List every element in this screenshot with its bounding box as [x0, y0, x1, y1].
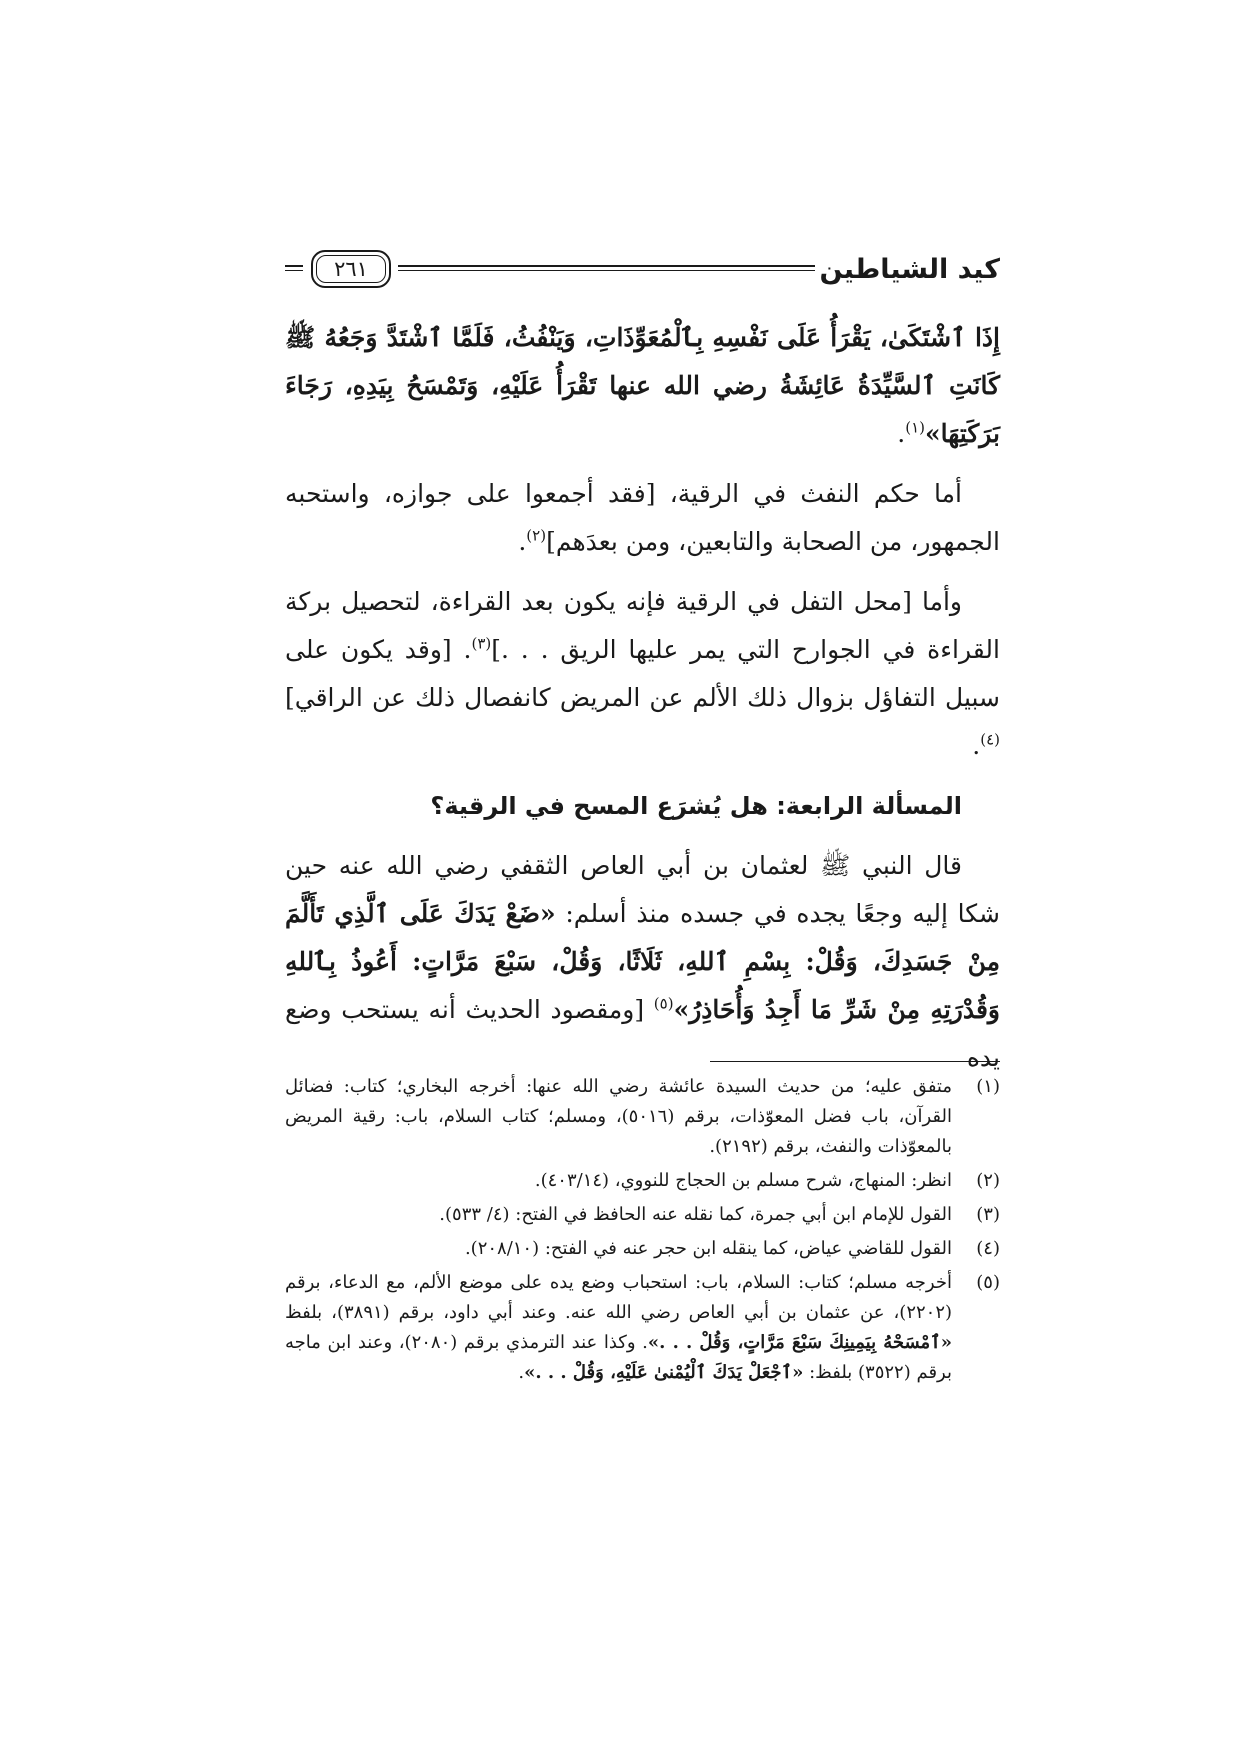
footnote-text: أخرجه مسلم؛ كتاب: السلام، باب: استحباب وضع يده على موضع الألم، مع الدعاء، برقم (٢٢٠٢)، عن عثمان بن أبي العاص رضي الله عنه. وعند أبي داود، برقم (٣٨٩١)، بلفظ — [285, 1272, 953, 1323]
footnote-ref[interactable]: (٥) — [653, 994, 674, 1013]
footnote-number: (٣) — [976, 1204, 1000, 1225]
hadith-text: إِذَا ٱشْتَكَىٰ، يَقْرَأُ عَلَى نَفْسِهِ بِٱلْمُعَوِّذَاتِ، وَيَنْفُثُ، فَلَمَّا ٱشْتَدَّ وَجَعُهُ ﷺ كَانَتِ ٱلسَّيِّدَةُ عَائِشَةُ رضي الله عنها تَقْرَأُ عَلَيْهِ، وَتَمْسَحُ بِيَدِهِ، رَجَاءَ بَرَكَتِهَا» — [285, 323, 1000, 448]
footnote-number: (٢) — [976, 1170, 1000, 1191]
hadith-paragraph — [285, 314, 1000, 458]
footnote-number: (٥) — [976, 1272, 1000, 1293]
page-number-badge — [311, 250, 391, 288]
footnote-number: (١) — [976, 1076, 1000, 1097]
footnote — [285, 1166, 1000, 1196]
punctuation: . — [518, 1362, 525, 1383]
footnote — [285, 1072, 1000, 1162]
paragraph-text: . [وقد يكون على سبيل التفاؤل بزوال ذلك الألم عن المريض كانفصال ذلك عن الراقي] — [285, 635, 1000, 712]
footnote — [285, 1234, 1000, 1264]
footnote-text: متفق عليه؛ من حديث السيدة عائشة رضي الله عنها: أخرجه البخاري؛ كتاب: فضائل القرآن، باب فضل المعوّذات، برقم (٥٠١٦)، ومسلم؛ كتاب السلام، باب: رقية المريض بالمعوّذات والنفث، برقم (٢١٩٢). — [285, 1076, 952, 1157]
header-rule-end — [285, 265, 303, 271]
section-heading: المسألة الرابعة: هل يُشرَع المسح في الرقية؟ — [430, 792, 962, 820]
book-title: كيد الشياطين — [819, 254, 1000, 285]
footnote — [285, 1268, 1000, 1388]
paragraph — [285, 578, 1000, 770]
footnote-ref[interactable]: (٣) — [471, 634, 492, 653]
paragraph-text: وأما [محل التفل في الرقية فإنه يكون بعد القراءة، لتحصيل بركة القراءة في الجوارح التي يمر عليها الريق . . .] — [285, 587, 1000, 664]
footnotes — [285, 1072, 1000, 1392]
footnote — [285, 1200, 1000, 1230]
footnote-separator — [710, 1061, 1000, 1062]
paragraph-text: أما حكم النفث في الرقية، [فقد أجمعوا على جوازه، واستحبه الجمهور، من الصحابة والتابعين، ومن بعدَهم] — [285, 479, 1000, 556]
paragraph-text: قال النبي ﷺ لعثمان بن أبي العاص الثقفي رضي الله عنه حين شكا إليه وجعًا يجده في جسده منذ أسلم: — [285, 851, 1000, 928]
main-text — [285, 314, 1000, 1094]
punctuation: . — [897, 419, 906, 448]
page-number: ٢٦١ — [334, 257, 368, 281]
punctuation: . — [518, 527, 527, 556]
paragraph — [285, 470, 1000, 566]
running-header — [285, 250, 1000, 290]
footnote-text: . وكذا عند الترمذي برقم (٢٠٨٠)، وعند ابن ماجه برقم (٣٥٢٢) بلفظ: — [285, 1332, 952, 1383]
footnote-quote: «ٱمْسَحْهُ بِيَمِينِكَ سَبْعَ مَرَّاتٍ، وَقُلْ . . .» — [647, 1332, 952, 1353]
header-rule — [398, 265, 815, 271]
hadith-text: «ضَعْ يَدَكَ عَلَى ٱلَّذِي تَأَلَّمَ مِنْ جَسَدِكَ، وَقُلْ: بِسْمِ ٱللهِ، ثَلَاثًا، وَقُلْ، سَبْعَ مَرَّاتٍ: أَعُوذُ بِٱللهِ وَقُدْرَتِهِ مِنْ شَرِّ مَا أَجِدُ وَأُحَاذِرُ» — [285, 899, 1000, 1024]
footnote-number: (٤) — [976, 1238, 1000, 1259]
punctuation: . — [972, 731, 981, 760]
paragraph — [285, 842, 1000, 1082]
footnote-ref[interactable]: (٤) — [980, 730, 1000, 749]
footnote-text: القول للإمام ابن أبي جمرة، كما نقله عنه الحافظ في الفتح: (٤/ ٥٣٣). — [439, 1204, 952, 1225]
footnote-ref[interactable]: (٢) — [526, 526, 547, 545]
paragraph-text: [ومقصود الحديث أنه يستحب وضع يده — [285, 995, 1000, 1072]
footnote-quote: «ٱجْعَلْ يَدَكَ ٱلْيُمْنىٰ عَلَيْهِ، وَقُلْ . . .» — [524, 1362, 804, 1383]
footnote-ref[interactable]: (١) — [905, 418, 926, 437]
footnote-text: انظر: المنهاج، شرح مسلم بن الحجاج للنووي، (٤٠٣/١٤). — [534, 1170, 952, 1191]
footnote-text: القول للقاضي عياض، كما ينقله ابن حجر عنه في الفتح: (٢٠٨/١٠). — [464, 1238, 952, 1259]
